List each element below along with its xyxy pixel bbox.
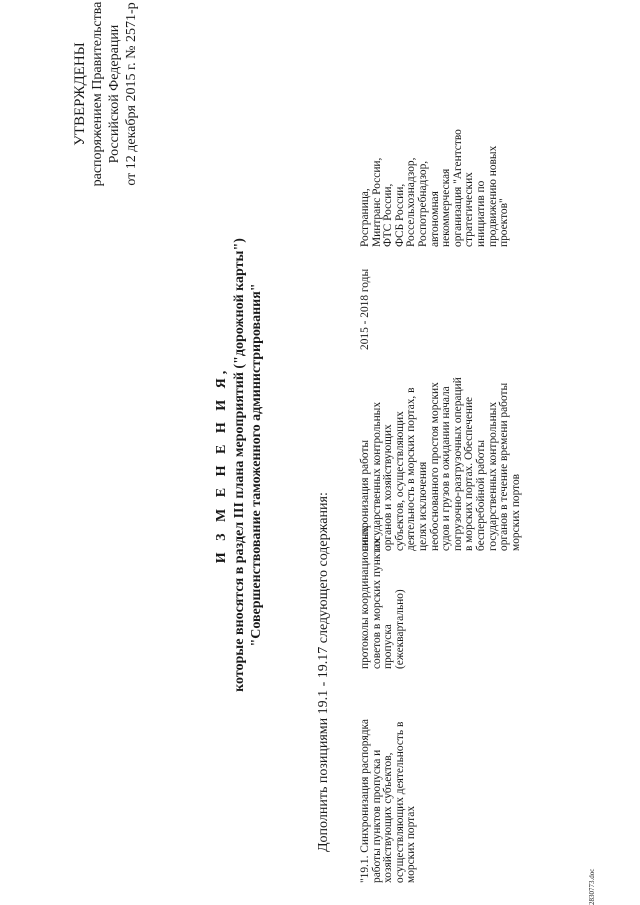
executor-line: некоммерческая [440, 168, 453, 247]
file-reference: 2830773.doc [588, 868, 596, 905]
intro-text: Дополнить позициями 19.1 - 19.17 следующего содержания: [316, 492, 331, 852]
result-line: государственных контрольных [486, 401, 499, 551]
result-line: погрузочно-разгрузочных операций [451, 377, 464, 551]
executor-line: организация "Агентство [451, 129, 464, 247]
executor-line: Роспотребнадзор, [416, 160, 429, 247]
result-line: бесперебойной работы [474, 440, 487, 551]
measure-line: "19.1. Синхронизация распорядка [359, 719, 371, 883]
executor-line: ФСБ России, [393, 183, 406, 247]
approval-title: УТВЕРЖДЕНЫ [72, 42, 88, 146]
approval-block [72, 0, 140, 189]
result-line: деятельность в морских портах, в [405, 387, 418, 551]
document-line: (ежеквартально) [393, 589, 406, 669]
executor-line: проектов" [498, 198, 511, 247]
document-line: пропуска [382, 624, 395, 669]
result-line: судов и грузов в ожидании начала [440, 386, 453, 551]
result-line: морских портов [509, 473, 522, 551]
result-column [360, 351, 522, 551]
executor-line: автономная [428, 191, 441, 247]
period-column [359, 268, 372, 350]
document-heading [213, 215, 265, 715]
approval-line: Российской Федерации [107, 24, 122, 164]
result-line: органов в течение времени работы [498, 382, 511, 551]
approval-line: распоряжением Правительства [90, 1, 105, 187]
executor-line: Россельхознадзор, [405, 157, 418, 247]
executor-line: Росграница, [359, 188, 371, 247]
heading-title: И З М Е Н Е Н И Я, [214, 366, 229, 564]
measure-column [360, 653, 418, 883]
executor-line: ФТС России, [382, 183, 395, 247]
heading-line: "Совершенствование таможенного администрирования" [249, 283, 264, 647]
document-line: протоколы координационных [359, 526, 371, 669]
measure-line: хозяйствующих субъектов, [382, 752, 395, 883]
executor-line: инициатив по [474, 180, 487, 247]
approval-line: от 12 декабря 2015 г. № 2571-р [124, 2, 139, 186]
result-line: государственных контрольных [370, 401, 383, 551]
result-line: синхронизация работы [359, 439, 371, 551]
executor-line: продвижению новых [486, 145, 499, 247]
document-line: советов в морских пунктах [370, 537, 383, 669]
result-line: субъектов, осуществляющих [393, 411, 406, 551]
executor-line: стратегических [463, 172, 476, 247]
measure-line: работы пунктов пропуска и [370, 749, 383, 883]
measure-line: морских портах [405, 805, 418, 883]
result-line: органов и хозяйствующих [382, 424, 395, 551]
executor-line: Минтранс России, [370, 157, 383, 247]
result-line: необоснованного простоя морских [428, 382, 441, 551]
result-line: целях исключения [416, 461, 429, 551]
period-line: 2015 - 2018 годы [359, 268, 371, 350]
document-column [359, 526, 406, 669]
result-line: в морских портах. Обеспечение [463, 396, 476, 551]
executors-column [360, 77, 511, 247]
heading-line: которые вносятся в раздел III плана мероприятий ("дорожной карты") [232, 238, 247, 692]
measure-line: осуществляющих деятельность в [393, 721, 406, 883]
